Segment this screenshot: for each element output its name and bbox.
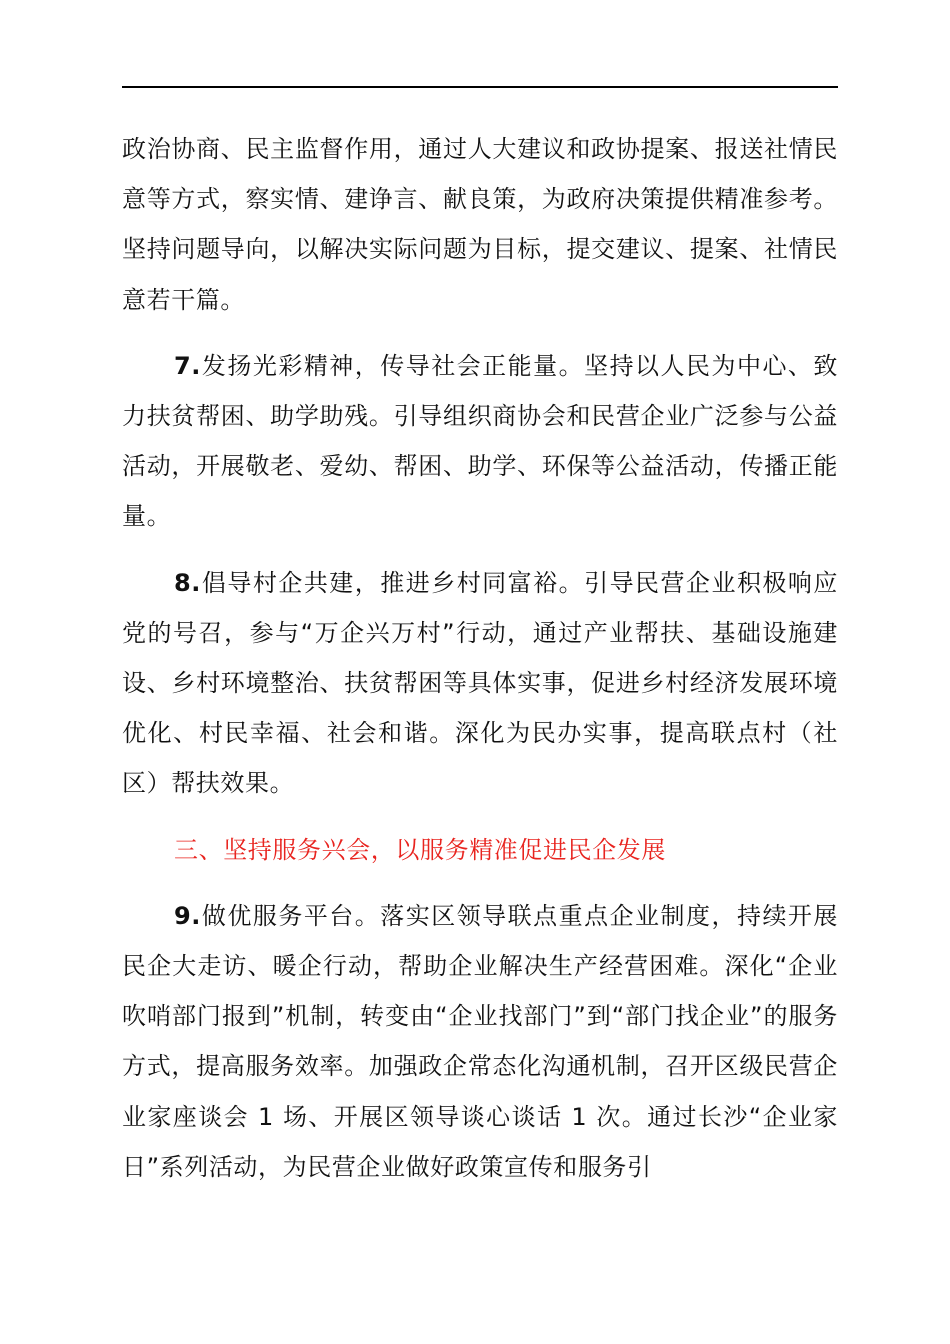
item-number-7: 7. <box>174 351 202 380</box>
document-body <box>122 124 838 1192</box>
item-number-9: 9. <box>174 901 202 930</box>
paragraph-item-7 <box>122 341 838 542</box>
item-number-8: 8. <box>174 568 202 597</box>
header-rule <box>122 86 838 88</box>
item-7-text: 发扬光彩精神，传导社会正能量。坚持以人民为中心、致力扶贫帮困、助学助残。引导组织商协会和民营企业广泛参与公益活动，开展敬老、爱幼、帮困、助学、环保等公益活动，传播正能量。 <box>122 351 838 531</box>
section-heading-3: 三、坚持服务兴会，以服务精准促进民企发展 <box>174 835 666 864</box>
item-8-text: 倡导村企共建，推进乡村同富裕。引导民营企业积极响应党的号召，参与“万企兴万村”行动，通过产业帮扶、基础设施建设、乡村环境整治、扶贫帮困等具体实事，促进乡村经济发展环境优化、村民幸福、社会和谐。深化为民办实事，提高联点村（社区）帮扶效果。 <box>122 568 838 798</box>
paragraph-continued: 政治协商、民主监督作用，通过人大建议和政协提案、报送社情民意等方式，察实情、建诤言、献良策，为政府决策提供精准参考。坚持问题导向，以解决实际问题为目标，提交建议、提案、社情民意若干篇。 <box>122 135 838 314</box>
item-9-text: 做优服务平台。落实区领导联点重点企业制度，持续开展民企大走访、暖企行动，帮助企业解决生产经营困难。深化“企业吹哨部门报到”机制，转变由“企业找部门”到“部门找企业”的服务方式，提高服务效率。加强政企常态化沟通机制，召开区级民营企业家座谈会 1 场、开展区领导谈心谈话 1 次。通过长沙“企业家日”系列活动，为民营企业做好政策宣传和服务引 <box>122 901 839 1181</box>
paragraph-item-8 <box>122 558 838 809</box>
paragraph-item-9 <box>122 891 838 1192</box>
